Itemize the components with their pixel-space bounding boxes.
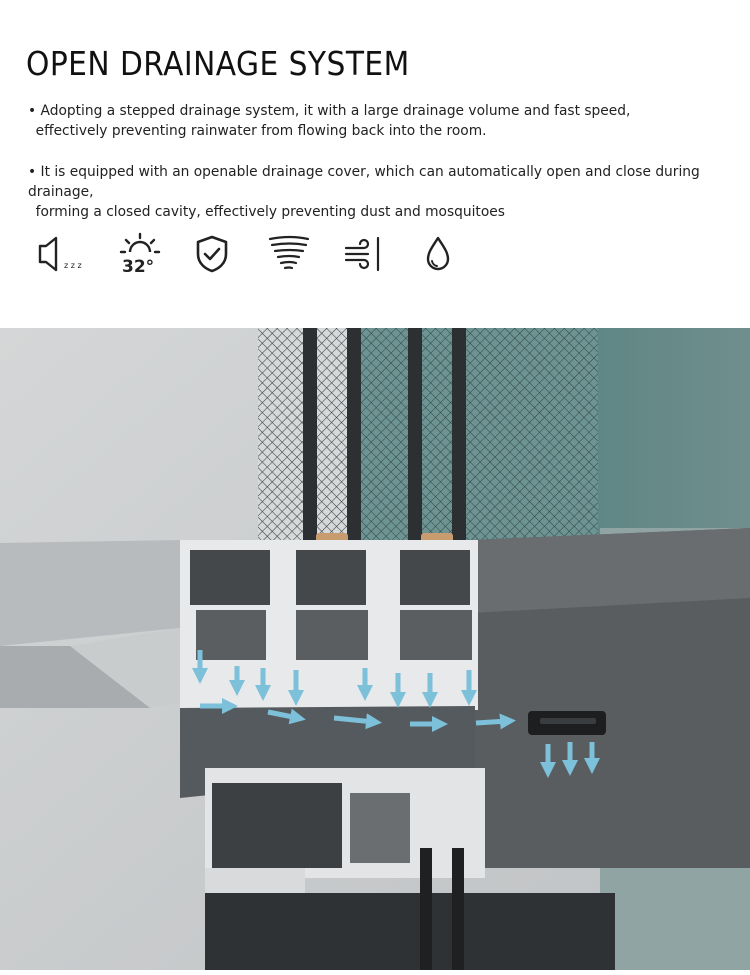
bullet-marker: • [28,103,37,119]
heat-temperature-text: 32° [122,257,155,276]
air-tightness-icon [342,232,390,276]
feature-icon-row [36,232,466,278]
heat-insulation-icon [118,232,166,276]
page-title: OPEN DRAINAGE SYSTEM [26,44,410,83]
wind-resistance-icon [266,232,314,276]
drainage-cross-section-illustration [0,328,750,970]
safety-shield-icon [194,232,242,276]
sound-insulation-icon [36,232,84,276]
feature-bullet-drainage-volume [28,101,712,141]
bullet-marker: • [28,164,37,180]
water-tightness-icon [416,232,464,276]
bullet-text-line1: Adopting a stepped drainage system, it with a large drainage volume and fast speed, [40,103,631,119]
bullet-text-line1: It is equipped with an openable drainage cover, which can automatically open and close during drainage, [28,164,700,200]
feature-bullet-drainage-cover [28,162,750,222]
bullet-text-line2: effectively preventing rainwater from flowing back into the room. [35,123,487,139]
bullet-text-line2: forming a closed cavity, effectively preventing dust and mosquitoes [35,204,505,220]
sound-zzz-text: z z z [64,261,82,270]
